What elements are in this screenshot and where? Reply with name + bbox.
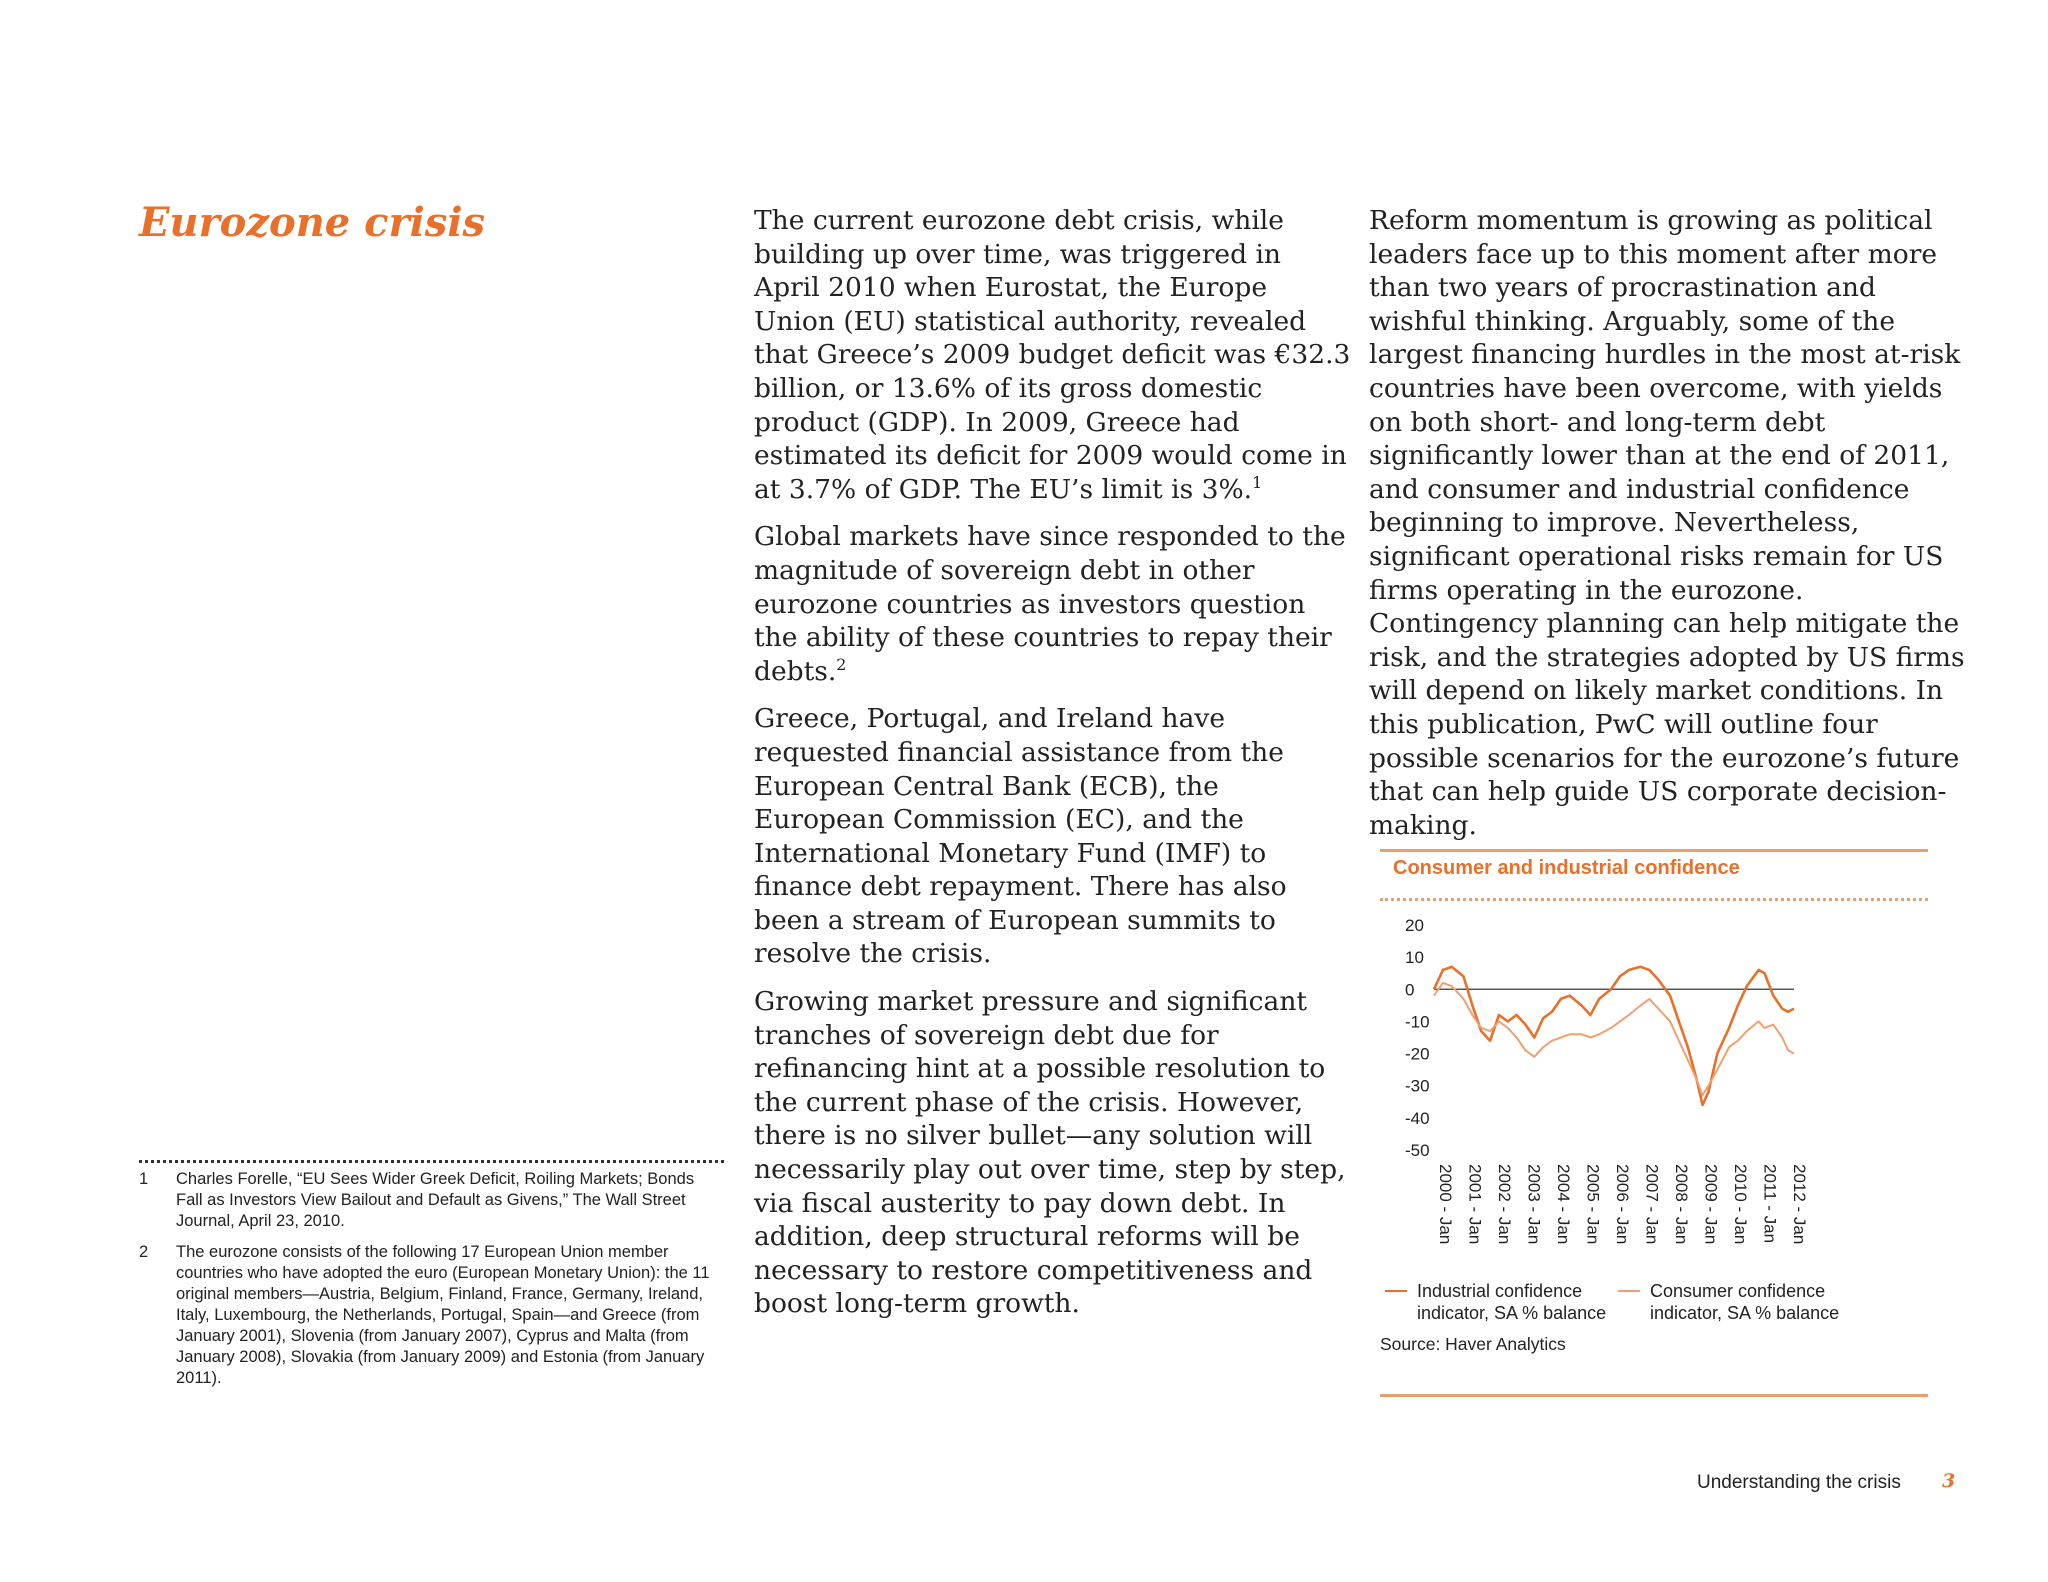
- footnote-text: Charles Forelle, “EU Sees Wider Greek Deficit, Roiling Markets; Bonds Fall as Investors View Bailout and Default as Givens,” The Wall Street Journal, April 23, 2010.: [176, 1170, 695, 1230]
- legend-industrial: [1417, 1280, 1637, 1324]
- legend-label: Consumer confidence indicator, SA % balance: [1650, 1281, 1840, 1323]
- x-tick-label: 2010 - Jan: [1731, 1164, 1751, 1245]
- footnote-divider: [139, 1160, 724, 1163]
- body-column-middle: [754, 204, 1354, 1335]
- paragraph: Reform momentum is growing as political leaders face up to this moment after more than two years of procrastination and wishful thinking. Arguably, some of the largest financing hurdles in the most at-risk countries have been overcome, with yields on both short- and long-term debt significantly lower than at the end of 2011, and consumer and industrial confidence beginning to improve. Nevertheless, significant operational risks remain for US firms operating in the eurozone. Contingency planning can help mitigate the risk, and the strategies adopted by US firms will depend on likely market conditions. In this publication, PwC will outline four possible scenarios for the eurozone’s future that can help guide US corporate decision-making.: [1369, 205, 1965, 841]
- x-tick-label: 2004 - Jan: [1554, 1164, 1574, 1245]
- x-tick-label: 2003 - Jan: [1524, 1164, 1544, 1245]
- chart-top-rule: [1380, 849, 1928, 852]
- legend-swatch-consumer: [1618, 1290, 1640, 1292]
- footnote-ref[interactable]: 1: [1252, 472, 1263, 492]
- series-line-industrial: [1434, 967, 1794, 1105]
- footnote: [139, 1169, 724, 1232]
- page-number: 3: [1942, 1470, 1956, 1492]
- footnote-number: 1: [139, 1170, 149, 1188]
- y-tick-label: -50: [1405, 1141, 1430, 1160]
- confidence-chart: [1380, 905, 1928, 1275]
- y-tick-label: -30: [1405, 1076, 1430, 1096]
- footnotes: [139, 1169, 724, 1399]
- chart-title-divider: [1380, 898, 1928, 901]
- chart-source: Source: Haver Analytics: [1380, 1334, 1566, 1354]
- x-tick-label: 2001 - Jan: [1465, 1164, 1485, 1245]
- paragraph: The current eurozone debt crisis, while building up over time, was triggered in April 2010 when Eurostat, the Europe Union (EU) statistical authority, revealed that Greece’s 2009 budget deficit was €32.3 billion, or 13.6% of its gross domestic product (GDP). In 2009, Greece had estimated its deficit for 2009 would come in at 3.7% of GDP. The EU’s limit is 3%.$^1$: [754, 205, 1351, 505]
- x-tick-label: 2008 - Jan: [1672, 1164, 1692, 1245]
- page-title: Eurozone crisis: [139, 199, 486, 246]
- legend-label: Industrial confidence indicator, SA % balance: [1417, 1281, 1607, 1323]
- legend-consumer: [1650, 1280, 1880, 1324]
- paragraph: Global markets have since responded to the magnitude of sovereign debt in other eurozone countries as investors question the ability of these countries to repay their debts.$^2$: [754, 521, 1346, 687]
- x-tick-label: 2012 - Jan: [1790, 1164, 1810, 1245]
- footnote: [139, 1242, 724, 1389]
- x-tick-label: 2007 - Jan: [1642, 1164, 1662, 1245]
- body-column-right: [1369, 204, 1969, 856]
- footer-section-label: Understanding the crisis: [1697, 1472, 1901, 1493]
- x-tick-label: 2002 - Jan: [1495, 1164, 1515, 1245]
- y-tick-label: -40: [1405, 1108, 1430, 1128]
- y-tick-label: -10: [1405, 1012, 1430, 1032]
- y-tick-label: 10: [1405, 948, 1424, 968]
- footnote-ref[interactable]: 2: [836, 654, 847, 674]
- chart-bottom-rule: [1380, 1394, 1928, 1397]
- paragraph: Growing market pressure and significant tranches of sovereign debt due for refinancing hint at a possible resolution to the current phase of the crisis. However, there is no silver bullet—any solution will necessarily play out over time, step by step, via fiscal austerity to pay down debt. In addition, deep structural reforms will be necessary to restore competitiveness and boost long-term growth.: [754, 986, 1346, 1320]
- chart-title: Consumer and industrial confidence: [1393, 857, 1740, 879]
- y-tick-label: -20: [1405, 1044, 1430, 1064]
- x-tick-label: 2000 - Jan: [1436, 1164, 1455, 1245]
- x-tick-label: 2005 - Jan: [1583, 1164, 1603, 1245]
- y-tick-label: 0: [1405, 980, 1415, 1000]
- footnote-text: The eurozone consists of the following 17 European Union member countries who have adopted the euro (European Monetary Union): the 11 original members—Austria, Belgium, Finland, France, Germany, Ireland, Italy, Luxembourg, the Netherlands, Portugal, Spain—and Greece (from January 2001), Slovenia (from January 2007), Cyprus and Malta (from January 2008), Slovakia (from January 2009) and Estonia (from January 2011).: [176, 1243, 710, 1387]
- paragraph: Greece, Portugal, and Ireland have requested financial assistance from the European Central Bank (ECB), the European Commission (EC), and the International Monetary Fund (IMF) to finance debt repayment. There has also been a stream of European summits to resolve the crisis.: [754, 703, 1287, 970]
- legend-swatch-industrial: [1385, 1290, 1407, 1292]
- footnote-number: 2: [139, 1243, 149, 1261]
- y-tick-label: 20: [1405, 916, 1424, 935]
- x-tick-label: 2009 - Jan: [1701, 1164, 1721, 1245]
- x-tick-label: 2006 - Jan: [1613, 1164, 1633, 1245]
- x-tick-label: 2011 - Jan: [1760, 1164, 1780, 1244]
